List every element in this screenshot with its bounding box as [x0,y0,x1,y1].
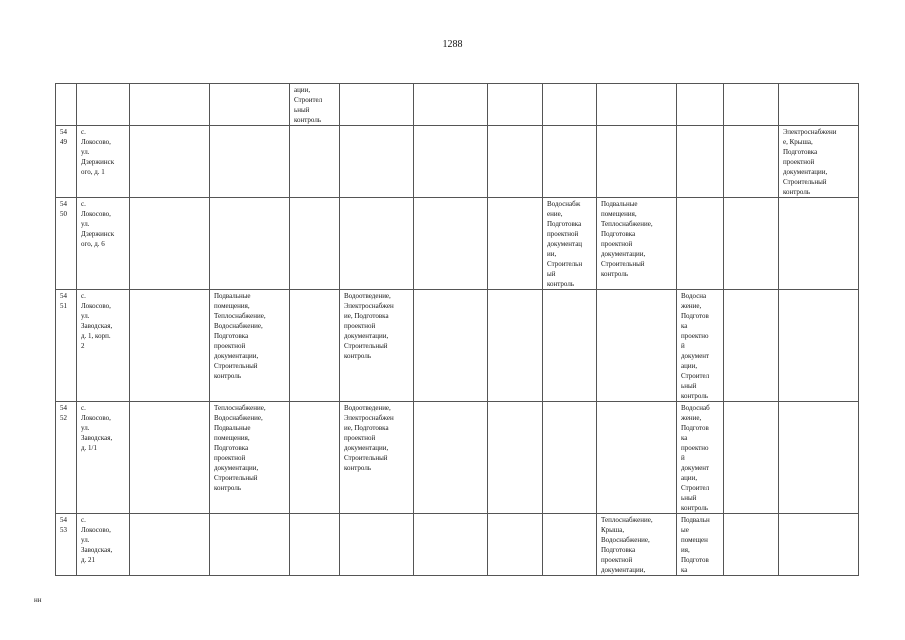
table-cell [543,290,597,402]
table-cell [210,126,290,198]
table-cell: Водосна жение, Подготов ка проектно й документ ации, Строител ьный контроль [677,290,724,402]
table-cell [414,84,488,126]
table-cell [77,84,130,126]
table-cell [414,198,488,290]
table-cell: с. Локосово, ул. Заводская, д. 1/1 [77,402,130,514]
table-cell [488,290,543,402]
table-row [56,198,859,290]
table-cell [779,198,859,290]
table-cell [130,402,210,514]
table-cell [724,198,779,290]
table-cell: Водоотведение, Электроснабжен ие, Подготовка проектной документации, Строительный контроль [340,290,414,402]
table-cell [677,198,724,290]
table-row [56,84,859,126]
table-row [56,126,859,198]
table-cell [210,514,290,576]
table-cell [290,402,340,514]
table-row [56,514,859,576]
table-cell [597,84,677,126]
table-cell [543,84,597,126]
table-cell: Водоотведение, Электроснабжен ие, Подготовка проектной документации, Строительный контроль [340,402,414,514]
page-number: 1288 [442,39,463,50]
table-cell: Подвальные помещения, Теплоснабжение, Водоснабжение, Подготовка проектной документации, Строительный контроль [210,290,290,402]
table-cell [414,290,488,402]
table-cell: Водоснаб жение, Подготов ка проектно й документ ации, Строител ьный контроль [677,402,724,514]
table-cell [724,402,779,514]
table-cell [340,126,414,198]
table-cell: 54 50 [56,198,77,290]
table-cell [488,126,543,198]
table-cell [210,84,290,126]
table-cell [290,514,340,576]
table-cell [543,402,597,514]
table-cell [677,126,724,198]
table-cell [210,198,290,290]
table-cell: Водоснабж ение, Подготовка проектной документац ии, Строительн ый контроль [543,198,597,290]
table-cell: 54 52 [56,402,77,514]
footer-mark: нн [34,596,42,604]
table-cell [56,84,77,126]
data-table [55,83,859,576]
table-cell [414,126,488,198]
table-cell [130,198,210,290]
table-cell [597,126,677,198]
table-cell: с. Локосово, ул. Дзержинск ого, д. 6 [77,198,130,290]
table-cell [130,514,210,576]
table-row [56,290,859,402]
table-cell [130,126,210,198]
table-cell: Теплоснабжение, Водоснабжение, Подвальные помещения, Подготовка проектной документации, Строительный контроль [210,402,290,514]
table-cell [779,290,859,402]
table-cell: Подвальн ые помещен ия, Подготов ка [677,514,724,576]
table-cell [488,84,543,126]
table-cell [597,290,677,402]
table-cell [488,402,543,514]
table-cell [543,514,597,576]
table-cell [677,84,724,126]
table-cell [340,514,414,576]
table-cell: Электроснабжени е, Крыша, Подготовка проектной документации, Строительный контроль [779,126,859,198]
table-cell [130,290,210,402]
table-cell [488,514,543,576]
table-cell [779,402,859,514]
table-cell [724,290,779,402]
table-cell: с. Локосово, ул. Заводская, д. 1, корп. 2 [77,290,130,402]
table-cell [290,126,340,198]
table-cell: Подвальные помещения, Теплоснабжение, Подготовка проектной документации, Строительный контроль [597,198,677,290]
table-cell: с. Локосово, ул. Заводская, д. 21 [77,514,130,576]
table-cell [724,126,779,198]
table-cell: 54 49 [56,126,77,198]
table-cell: с. Локосово, ул. Дзержинск ого, д. 1 [77,126,130,198]
table-cell [779,84,859,126]
table-cell [724,84,779,126]
table-cell [414,402,488,514]
table-row [56,402,859,514]
table-cell [290,290,340,402]
table-cell [597,402,677,514]
table-cell [130,84,210,126]
table-cell: 54 51 [56,290,77,402]
table-cell [290,198,340,290]
table-cell: ации, Строител ьный контроль [290,84,340,126]
table-cell [724,514,779,576]
table-cell: Теплоснабжение, Крыша, Водоснабжение, Подготовка проектной документации, [597,514,677,576]
table-cell [414,514,488,576]
table-cell [779,514,859,576]
table-cell: 54 53 [56,514,77,576]
table-cell [340,198,414,290]
table-cell [488,198,543,290]
table-cell [340,84,414,126]
table-cell [543,126,597,198]
